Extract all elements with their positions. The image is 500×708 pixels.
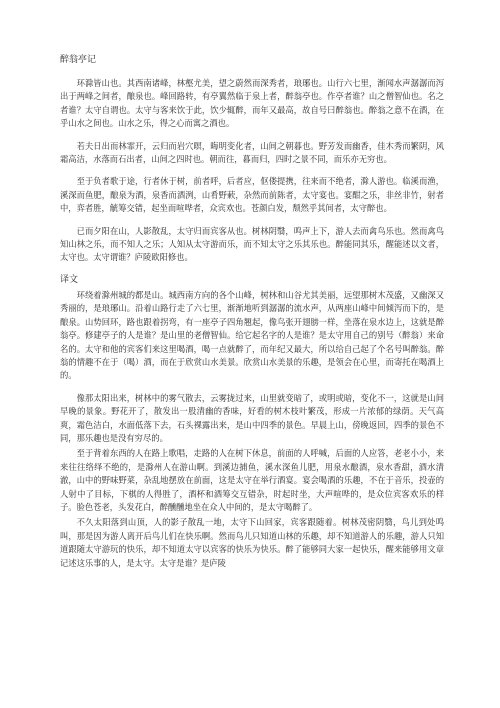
original-paragraph-1: 环滁皆山也。其西南诸峰，林壑尤美，望之蔚然而深秀者，琅琊也。山行六七里，渐闻水声潺潺而泻出于两峰之间者，酿泉也。峰回路转，有亭翼然临于泉上者，醉翁亭也。作亭者谁？山之僧智仙也。名之者谁？太守自谓也。太守与客来饮于此，饮少辄醉，而年又最高，故自号曰醉翁也。醉翁之意不在酒，在乎山水之间也。山水之乐，得之心而寓之酒也。 — [60, 78, 444, 129]
original-paragraph-2: 若夫日出而林霏开，云归而岩穴暝，晦明变化者，山间之朝暮也。野芳发而幽香，佳木秀而繁阴，风霜高洁，水落而石出者，山间之四时也。朝而往，暮而归，四时之景不同，而乐亦无穷也。 — [60, 140, 444, 165]
original-paragraph-4: 已而夕阳在山，人影散乱，太守归而宾客从也。树林阴翳，鸣声上下，游人去而禽鸟乐也。然而禽鸟知山林之乐，而不知人之乐；人知从太守游而乐，而不知太守之乐其乐也。醉能同其乐，醒能述以文者，太守也。太守谓谁？庐陵欧阳修也。 — [60, 225, 444, 263]
translation-paragraph-1: 环绕着滁州城的都是山。城西南方向的各个山峰，树林和山谷尤其美丽，远望那树木茂盛，又幽深又秀丽的，是琅琊山。沿着山路行走了六七里，渐渐地听到潺潺的流水声，从两座山峰中间倾泻而下的，是酿泉。山势回环，路也跟着拐弯，有一座亭子四角翘起，像鸟张开翅膀一样，坐落在泉水边上，这就是醉翁亭。修建亭子的人是谁？是山里的老僧智仙。给它起名字的人是谁？是太守用自己的别号（醉翁）来命名的。太守和他的宾客们来这里喝酒，喝一点就醉了，而年纪又最大，所以给自己起了个名号叫醉翁。醉翁的情趣不在于（喝）酒，而在于欣赏山水美景。欣赏山水美景的乐趣，是领会在心里，而寄托在喝酒上的。 — [60, 289, 444, 381]
translation-paragraph-2: 像那太阳出来，树林中的雾气散去，云雾拢过来，山里就变暗了，或明或暗，变化不一，这就是山间早晚的景象。野花开了，散发出一股清幽的香味，好看的树木枝叶繁茂，形成一片浓郁的绿荫。天气高爽，霜色洁白，水面低落下去，石头裸露出来，是山中四季的景色。早晨上山，傍晚返回，四季的景色不同，那乐趣也是没有穷尽的。 — [60, 392, 444, 443]
translation-heading: 译文 — [60, 274, 79, 285]
translation-paragraph-4: 不久太阳落到山顶，人的影子散乱一地，太守下山回家，宾客跟随着。树林茂密阴翳，鸟儿到处鸣叫，那是因为游人离开后鸟儿们在快乐啊。然而鸟儿只知道山林的乐趣，却不知道游人的乐趣，游人只知道跟随太守游玩的快乐，却不知道太守以宾客的快乐为快乐。醉了能够同大家一起快乐，醒来能够用文章记述这乐事的人，是太守。太守是谁？是庐陵 — [60, 517, 444, 568]
original-paragraph-3: 至于负者歌于途，行者休于树，前者呼，后者应，伛偻提携，往来而不绝者，滁人游也。临溪而渔，溪深而鱼肥，酿泉为酒，泉香而酒洌，山肴野蔌，杂然而前陈者，太守宴也。宴酣之乐，非丝非竹，射者中，弈者胜，觥筹交错，起坐而喧哗者，众宾欢也。苍颜白发，颓然乎其间者，太守醉也。 — [60, 176, 444, 214]
document-title: 醉翁亭记 — [60, 55, 97, 65]
translation-paragraph-3: 至于背着东西的人在路上歌唱，走路的人在树下休息，前面的人呼喊，后面的人应答，老老小小，来来往往络绎不绝的，是滁州人在游山啊。到溪边捕鱼，溪水深鱼儿肥，用泉水酿酒，泉水香甜，酒水清澈，山中的野味野菜，杂乱地摆放在前面，这是太守在举行酒宴。宴会喝酒的乐趣，不在于音乐，投壶的人射中了目标，下棋的人得胜了，酒杯和酒筹交互错杂，时起时坐，大声喧哗的，是众位宾客欢乐的样子。脸色苍老，头发花白，醉醺醺地坐在众人中间的，是太守喝醉了。 — [60, 448, 444, 512]
